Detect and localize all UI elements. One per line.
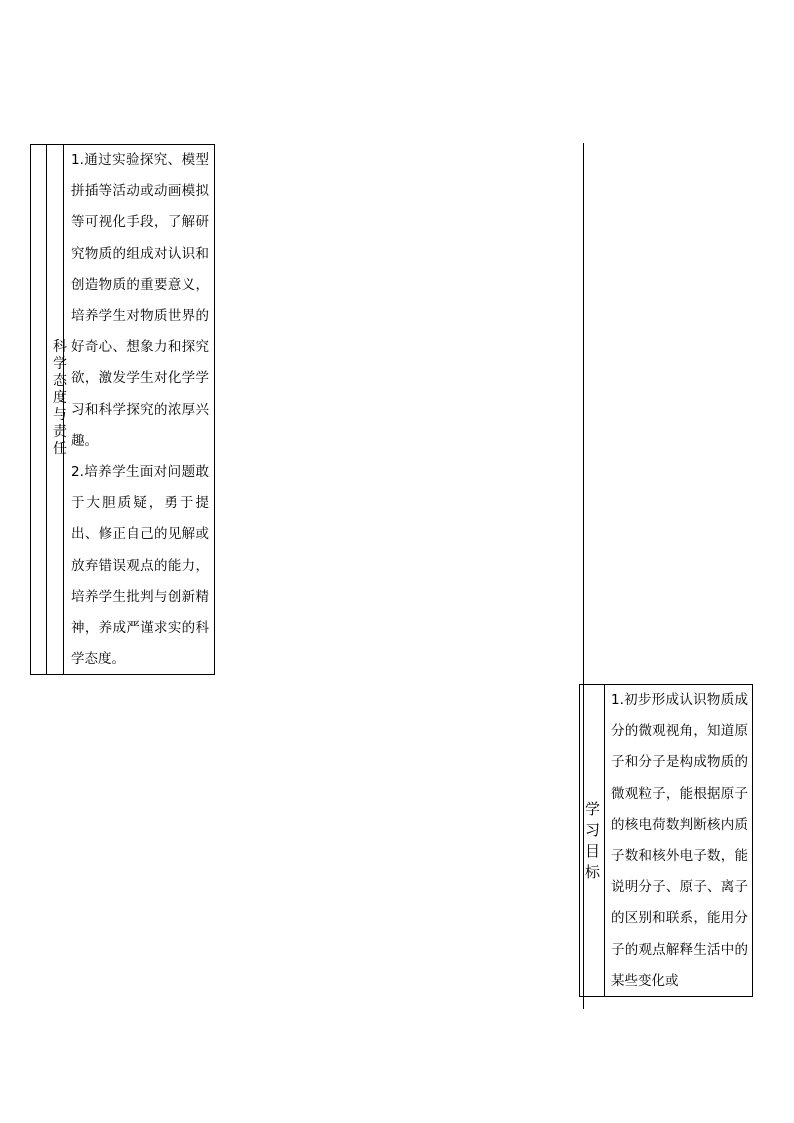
left-paragraph-2: 2.培养学生面对问题敢于大胆质疑，勇于提出、修正自己的见解或放弃错误观点的能力，培养学生批判与创新精神，养成严谨求实的科学态度。 xyxy=(71,464,209,668)
left-table-blank-column xyxy=(31,145,47,674)
right-table-content xyxy=(611,685,748,997)
left-table-content xyxy=(71,145,209,675)
right-table-row-label: 学习目标 xyxy=(584,800,600,881)
left-paragraph-1: 1.通过实验探究、模型拼插等活动或动画模拟等可视化手段，了解研究物质的组成对认识和创造物质的重要意义，培养学生对物质世界的好奇心、想象力和探究欲，激发学生对化学学习和科学探究的浓厚兴趣。 xyxy=(71,152,209,449)
left-table xyxy=(30,144,215,675)
left-table-label-column xyxy=(47,145,67,674)
right-table xyxy=(579,684,753,997)
left-table-row-label: 科学态度与责任 xyxy=(53,339,67,457)
right-table-label-column xyxy=(580,685,605,996)
right-paragraph-1: 1.初步形成认识物质成分的微观视角，知道原子和分子是构成物质的微观粒子，能根据原子的核电荷数判断核内质子数和核外电子数，能说明分子、原子、离子的区别和联系，能用分子的观点解释生活中的某些变化或 xyxy=(611,692,748,989)
